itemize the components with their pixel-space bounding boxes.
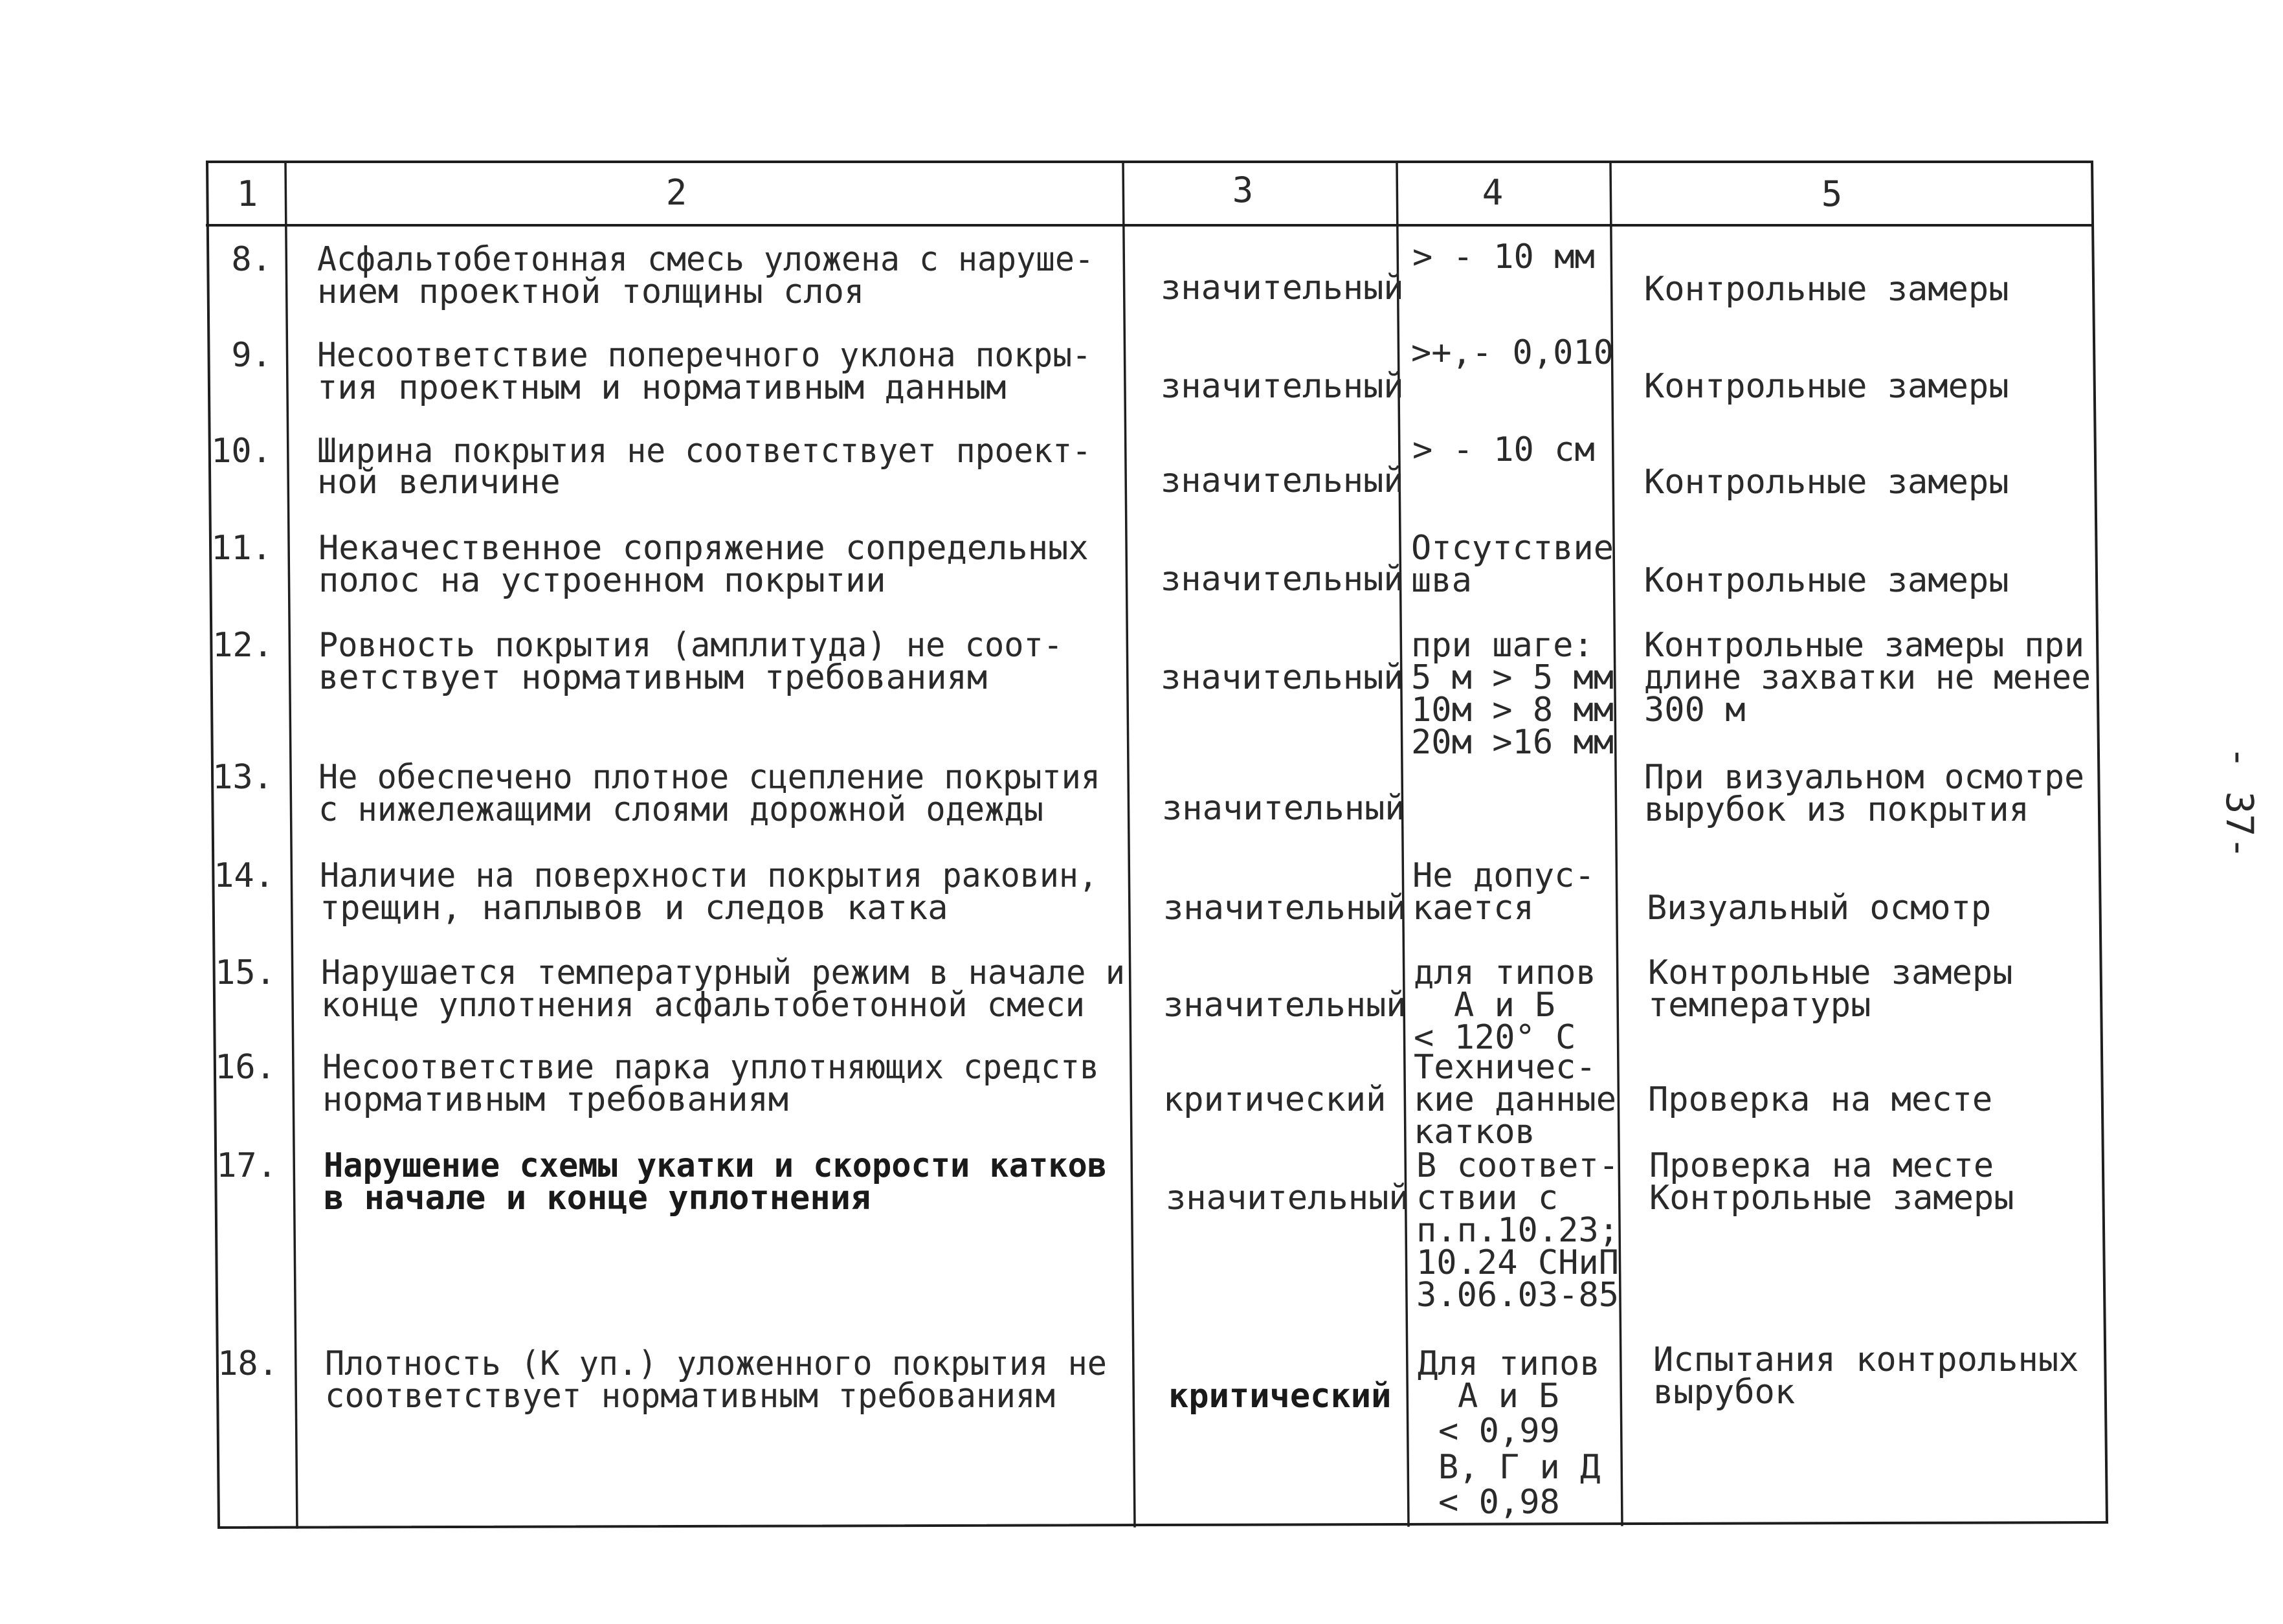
acceptance-criterion: > - 10 мм — [1412, 238, 1595, 276]
defect-category: значительный — [1161, 560, 1404, 599]
defect-line: в начале и конце уплотнения — [324, 1179, 871, 1218]
criterion-line: при шаге: — [1411, 626, 1594, 665]
acceptance-criterion — [1414, 953, 1596, 1057]
acceptance-criterion: >+,- 0,010 — [1411, 333, 1614, 372]
criterion-line: кается — [1412, 889, 1534, 928]
control-method: Проверка на месте — [1648, 1080, 1993, 1119]
table-row — [216, 1146, 2014, 1315]
table-row — [217, 1340, 2078, 1522]
col-header-5: 5 — [1821, 173, 1843, 214]
defect-category: значительный — [1161, 269, 1404, 307]
control-line: температуры — [1648, 986, 1871, 1025]
control-line: вырубок из покрытия — [1644, 790, 2029, 829]
table-row — [212, 758, 2084, 829]
defect-line: тия проектным и нормативным данным — [317, 368, 1007, 407]
criterion-line: < 0,99 — [1438, 1412, 1560, 1451]
control-line: Контрольные замеры — [1649, 1179, 2014, 1218]
criterion-line: п.п.10.23; — [1416, 1211, 1620, 1250]
defect-line: Асфальтобетонная смесь уложена с наруше- — [317, 240, 1094, 279]
control-line: Контрольные замеры при — [1644, 626, 2084, 665]
defect-line: Не обеспечено плотное сцепление покрытия — [318, 758, 1100, 797]
criterion-line: < 120° С — [1414, 1018, 1576, 1057]
row-number: 12. — [212, 626, 273, 665]
acceptance-criterion — [1418, 1344, 1600, 1522]
row-number: 13. — [212, 758, 273, 797]
criterion-line: шва — [1411, 561, 1472, 600]
criterion-line: Отсутствие — [1411, 529, 1614, 568]
defect-description-cont — [321, 986, 1085, 1025]
defect-line: нием проектной толщины слоя — [317, 273, 865, 311]
col-header-3: 3 — [1232, 170, 1254, 210]
col-header-4: 4 — [1482, 172, 1504, 213]
defect-description-cont — [317, 273, 864, 311]
table-row — [212, 626, 2091, 762]
defect-line: с нижележащими слоями дорожной одежды — [318, 790, 1043, 829]
defect-line: соответствует нормативным требованиям — [325, 1377, 1055, 1416]
acceptance-criterion — [1411, 529, 1614, 600]
criterion-line: А и Б — [1458, 1377, 1559, 1416]
defect-line: Нарушение схемы укатки и скорости катков — [324, 1146, 1107, 1185]
defect-description-cont — [317, 463, 561, 502]
criterion-line: В соответ- — [1416, 1146, 1620, 1185]
defect-description-cont — [324, 1179, 871, 1218]
defect-description-cont — [318, 790, 1043, 829]
defect-line: Нарушается температурный режим в начале и — [321, 953, 1125, 992]
control-line: При визуальном осмотре — [1644, 758, 2084, 797]
criterion-line: < 0,98 — [1438, 1483, 1560, 1522]
defect-line: ной величине — [317, 463, 561, 502]
table-row — [215, 953, 2012, 1057]
control-method-cont — [1644, 790, 2029, 829]
table-row — [231, 238, 2009, 311]
row-number: 9. — [231, 336, 272, 375]
control-line: вырубок — [1653, 1373, 1796, 1412]
control-method — [1649, 1146, 2014, 1218]
control-line: Контрольные замеры — [1648, 953, 2013, 992]
table-row — [231, 333, 2009, 407]
row-number: 14. — [214, 856, 274, 895]
criterion-line: Для типов — [1418, 1344, 1600, 1383]
table-header-row — [237, 170, 1843, 214]
criterion-line: 10м > 8 мм — [1411, 691, 1614, 729]
defect-line: Ширина покрытия не соответствует проект- — [317, 432, 1091, 471]
table-body — [211, 238, 2091, 1522]
criterion-line: кие данные — [1414, 1080, 1617, 1119]
criterion-line: катков — [1414, 1113, 1535, 1151]
criterion-line: Техничес- — [1414, 1048, 1596, 1087]
defect-category: критический — [1163, 1080, 1387, 1119]
acceptance-criterion: > - 10 см — [1412, 430, 1595, 469]
defect-line: Несоответствие поперечного уклона покры- — [317, 336, 1091, 375]
row-number: 15. — [215, 953, 276, 992]
criterion-line: 3.06.03-85 — [1416, 1276, 1620, 1315]
defect-category: критический — [1168, 1377, 1392, 1416]
control-line: длине захватки не менее — [1644, 658, 2091, 697]
table-row — [214, 856, 1991, 928]
criterion-line: А и Б — [1454, 986, 1555, 1025]
defect-description-cont — [318, 658, 987, 697]
control-line: Проверка на месте — [1649, 1146, 1994, 1185]
defect-category: значительный — [1163, 986, 1407, 1025]
control-method — [1648, 953, 2013, 1025]
defect-line: Плотность (К уп.) уложенного покрытия не — [325, 1344, 1107, 1383]
defect-description-cont — [325, 1377, 1055, 1416]
defect-line: Несоответствие парка уплотняющих средств — [322, 1048, 1099, 1087]
defect-line: конце уплотнения асфальтобетонной смеси — [321, 986, 1085, 1025]
defect-line: Наличие на поверхности покрытия раковин, — [320, 856, 1098, 895]
table-row — [211, 430, 2009, 502]
row-number: 16. — [215, 1048, 276, 1087]
acceptance-criterion — [1414, 1048, 1616, 1151]
acceptance-criterion — [1412, 856, 1595, 928]
table-row — [211, 529, 2009, 600]
page-number: - 37- — [2218, 746, 2262, 860]
control-method — [1653, 1340, 2078, 1412]
control-method: Контрольные замеры — [1644, 561, 2009, 600]
control-method: Визуальный осмотр — [1647, 889, 1992, 928]
criterion-line: Не допус- — [1412, 856, 1595, 895]
defect-description-cont — [318, 561, 886, 600]
defect-category: значительный — [1161, 658, 1404, 697]
defect-line: нормативным требованиям — [322, 1080, 789, 1119]
control-line: Испытания контрольных — [1653, 1340, 2079, 1379]
defect-line: Некачественное сопряжение сопредельных — [318, 529, 1089, 568]
defect-description-cont — [322, 1080, 788, 1119]
control-method: Контрольные замеры — [1644, 367, 2009, 406]
defect-category: значительный — [1163, 889, 1407, 928]
row-number: 17. — [216, 1146, 277, 1185]
defect-category: значительный — [1161, 367, 1404, 406]
criterion-line: для типов — [1414, 953, 1596, 992]
acceptance-criterion — [1416, 1146, 1619, 1315]
criterion-line: 20м >16 мм — [1411, 723, 1614, 762]
defect-line: Ровность покрытия (амплитуда) не соот- — [318, 626, 1063, 665]
table-row — [215, 1048, 1992, 1151]
criterion-line: 10.24 СНиП — [1416, 1243, 1620, 1282]
criterion-line: В, Г и Д — [1438, 1448, 1601, 1487]
control-line: 300 м — [1644, 691, 1746, 729]
col-header-2: 2 — [665, 172, 687, 213]
control-method: Контрольные замеры — [1644, 463, 2009, 502]
defect-category: значительный — [1161, 462, 1404, 500]
control-method: Контрольные замеры — [1644, 270, 2009, 309]
defect-line: полос на устроенном покрытии — [318, 561, 886, 600]
row-number: 18. — [217, 1344, 278, 1383]
acceptance-criterion — [1411, 626, 1614, 762]
control-method-cont — [1644, 691, 1746, 729]
row-number: 11. — [211, 529, 272, 568]
defect-description-cont — [320, 889, 948, 928]
defect-category: значительный — [1162, 789, 1405, 828]
criterion-line: 5 м > 5 мм — [1411, 658, 1614, 697]
defect-category: значительный — [1166, 1179, 1409, 1218]
criterion-line: ствии с — [1416, 1179, 1559, 1218]
col-header-1: 1 — [236, 173, 258, 214]
defect-description-cont — [317, 368, 1006, 407]
row-number: 10. — [211, 432, 272, 471]
row-number: 8. — [231, 240, 272, 279]
defect-line: ветствует нормативным требованиям — [318, 658, 988, 697]
defect-line: трещин, наплывов и следов катка — [320, 889, 948, 928]
